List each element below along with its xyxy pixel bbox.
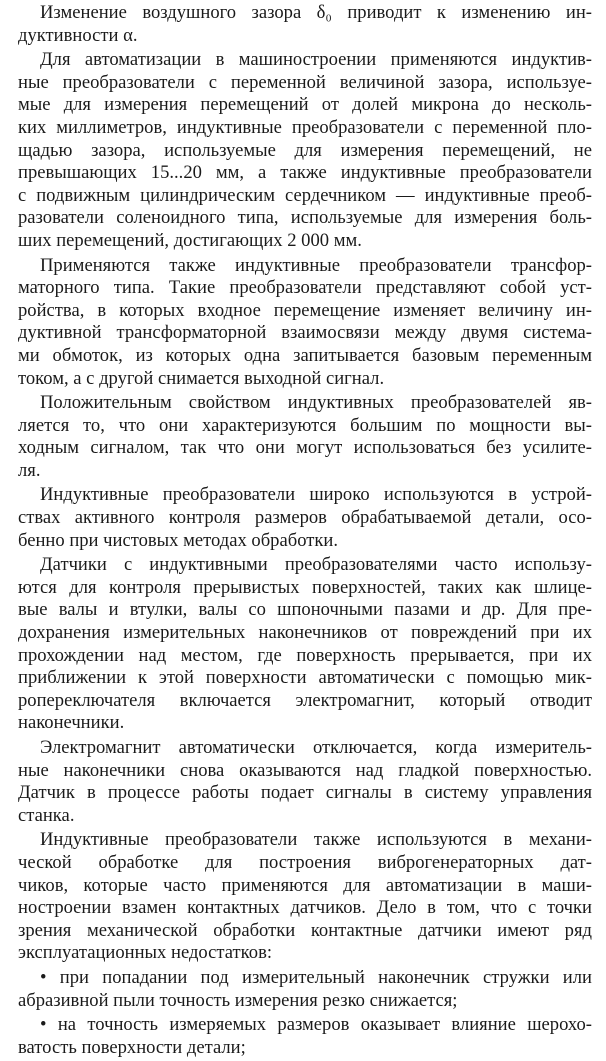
text-line: ческой обработке для построения виброгенераторных дат- [18,851,592,873]
paragraph [18,737,592,827]
paragraph [18,829,592,965]
text-line: ствах активного контроля размеров обрабатываемой детали, осо- [18,507,592,529]
text-line: зрения механической обработки контактные датчики имеют ряд [18,919,592,941]
text-line: Изменение воздушного зазора δ₀ приводит к изменению ин- [40,2,592,23]
paragraph [18,554,592,735]
text-line: с подвижным цилиндрическим сердечником — индуктивные преоб- [18,184,592,206]
text-line: эксплуатационных недостатков: [18,942,273,964]
text-line: ми обмоток, из которых одна запитывается базовым переменным [18,344,592,366]
text-line: Индуктивные преобразователи широко используются в устрой- [40,484,592,506]
paragraph [18,967,592,1012]
text-line: прохождении над местом, где поверхность прерывается, при их [18,644,592,666]
text-line: Датчик в процессе работы подает сигналы в систему управления [18,782,592,804]
text-line: ные преобразователи с переменной величиной зазора, используе- [18,71,592,93]
paragraph [18,2,592,47]
paragraph [18,255,592,391]
text-line: ватость поверхности детали; [18,1036,246,1058]
text-line: чиков, которые часто применяются для автоматизации в маши- [18,874,592,896]
paragraph [18,1014,592,1059]
text-line: ляется то, что они характеризуются большим по мощности вы- [18,414,592,436]
text-line: • при попадании под измерительный наконечник стружки или [40,966,592,988]
text-line: превышающих 15...20 мм, а также индуктивные преобразователи [18,162,592,184]
text-line: бенно при чистовых методах обработки. [18,529,339,551]
text-line: током, а с другой снимается выходной сигнал. [18,367,385,389]
text-line: дохранения измерительных наконечников от повреждений при их [18,622,592,644]
text-line: приближении к этой поверхности автоматически с помощью мик- [18,667,592,689]
text-line: ностроении взамен контактных датчиков. Дело в том, что с точки [18,897,592,919]
text-line: щадью зазора, используемые для измерения перемещений, не [18,139,592,161]
text-line: ля. [18,459,41,481]
text-line: Для автоматизации в машиностроении применяются индуктив- [40,49,592,71]
text-line: ются для контроля прерывистых поверхностей, таких как шлице- [18,576,592,598]
text-line: Электромагнит автоматически отключается, когда измеритель- [40,737,592,758]
text-line: ших перемещений, достигающих 2 000 мм. [18,229,362,251]
text-line: • на точность измеряемых размеров оказывает влияние шерохо- [40,1014,592,1036]
text-line: ропереключателя включается электромагнит, который отводит [18,689,592,711]
text-line: маторного типа. Такие преобразователи представляют собой уст- [18,277,592,299]
text-line: мые для измерения перемещений от долей микрона до несколь- [18,94,592,116]
paragraph [18,484,592,552]
paragraph [18,392,592,482]
paragraph [18,49,592,252]
text-line: Датчики с индуктивными преобразователями часто использу- [40,554,592,576]
text-line: ких миллиметров, индуктивные преобразователи с переменной пло- [18,116,592,138]
text-line: станка. [18,804,75,826]
text-line: Применяются также индуктивные преобразователи трансфор- [40,254,592,276]
text-line: ходным сигналом, так что они могут использоваться без усилите- [18,437,592,459]
text-line: вые валы и втулки, валы со шпоночными пазами и др. Для пре- [18,599,592,621]
text-line: наконечники. [18,712,125,734]
text-line: Индуктивные преобразователи также используются в механи- [40,829,592,851]
text-line: ные наконечники снова оказываются над гладкой поверхностью. [18,759,592,781]
text-line: разователи соленоидного типа, используемые для измерения боль- [18,207,592,229]
text-line: абразивной пыли точность измерения резко снижается; [18,989,458,1011]
text-line: дуктивной трансформаторной взаимосвязи между двумя система- [18,322,592,344]
text-line: Положительным свойством индуктивных преобразователей яв- [40,392,592,414]
text-line: ройства, в которых входное перемещение изменяет величину ин- [18,299,592,321]
text-line: дуктивности α. [18,24,138,46]
